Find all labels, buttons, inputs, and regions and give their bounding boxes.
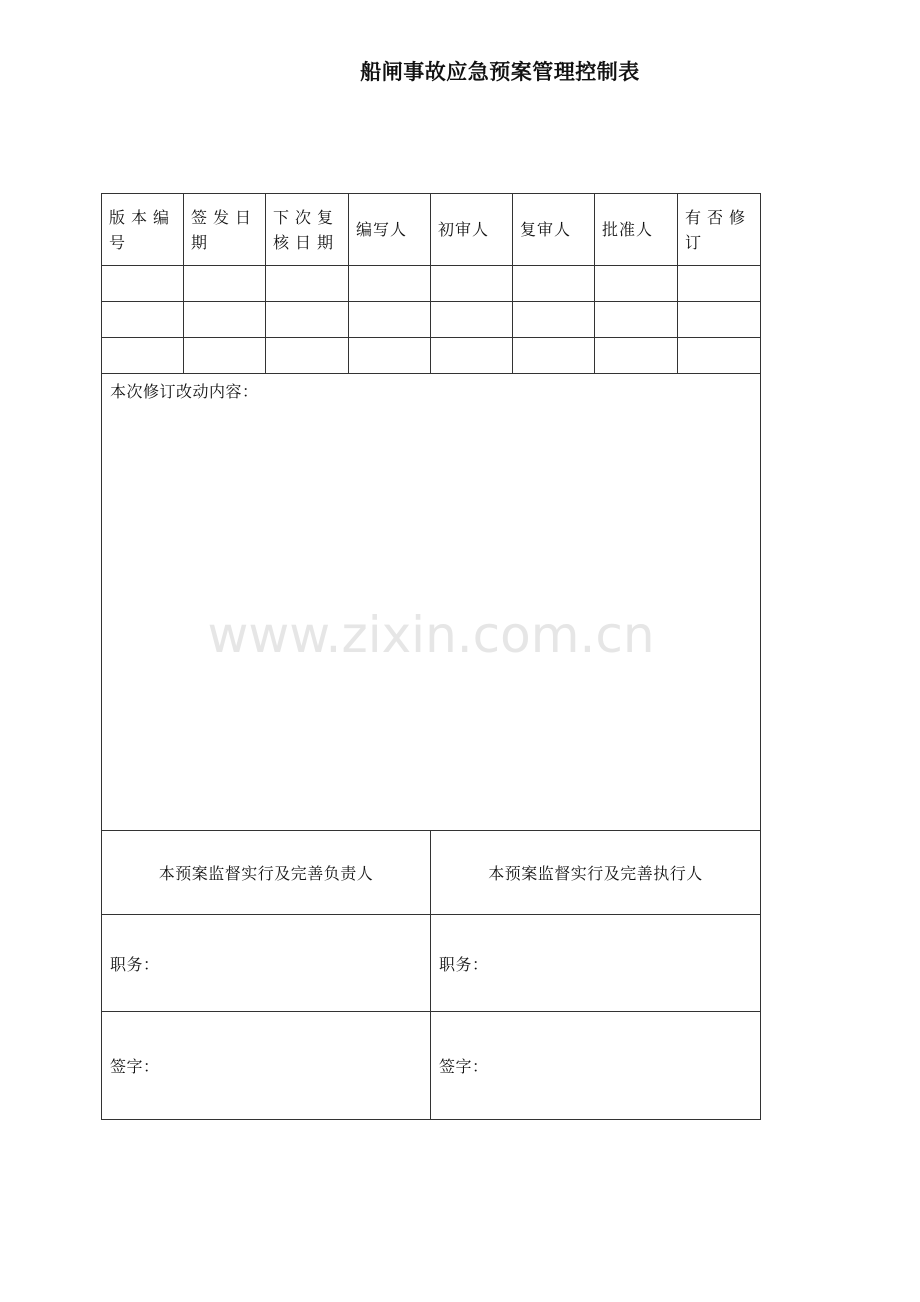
watermark-text: www.zixin.com.cn xyxy=(207,606,655,664)
header-row xyxy=(102,194,761,266)
table-row xyxy=(102,302,761,338)
table-row xyxy=(102,338,761,374)
table-cell[interactable] xyxy=(431,266,513,302)
table-cell[interactable] xyxy=(595,266,678,302)
header-issue-date: 签发日期 xyxy=(184,194,266,266)
table-cell[interactable] xyxy=(595,302,678,338)
revision-content-label: 本次修订改动内容： xyxy=(110,382,259,401)
revision-content-area[interactable] xyxy=(102,374,761,831)
responsible-signature-field[interactable] xyxy=(102,1012,431,1120)
executor-person-label: 本预案监督实行及完善执行人 xyxy=(431,831,761,915)
table-cell[interactable] xyxy=(102,266,184,302)
table-cell[interactable] xyxy=(595,338,678,374)
table-cell[interactable] xyxy=(184,302,266,338)
header-approver: 批准人 xyxy=(595,194,678,266)
table-cell[interactable] xyxy=(349,338,431,374)
table-cell[interactable] xyxy=(102,338,184,374)
executor-duty-field[interactable] xyxy=(431,915,761,1012)
header-version-number: 版本编号 xyxy=(102,194,184,266)
duty-label: 职务： xyxy=(110,954,160,974)
table-cell[interactable] xyxy=(513,338,595,374)
duty-label: 职务： xyxy=(439,954,489,974)
table-cell[interactable] xyxy=(513,266,595,302)
table-cell[interactable] xyxy=(678,338,761,374)
header-first-reviewer: 初审人 xyxy=(431,194,513,266)
executor-signature-field[interactable] xyxy=(431,1012,761,1120)
table-cell[interactable] xyxy=(266,338,349,374)
table-cell[interactable] xyxy=(678,266,761,302)
responsible-duty-field[interactable] xyxy=(102,915,431,1012)
table-cell[interactable] xyxy=(678,302,761,338)
duty-row xyxy=(102,915,761,1012)
table-cell[interactable] xyxy=(431,338,513,374)
table-cell[interactable] xyxy=(184,338,266,374)
signature-label: 签字： xyxy=(110,1057,160,1076)
table-cell[interactable] xyxy=(102,302,184,338)
responsible-person-label: 本预案监督实行及完善负责人 xyxy=(102,831,431,915)
role-row xyxy=(102,831,761,915)
signature-row xyxy=(102,1012,761,1120)
header-second-reviewer: 复审人 xyxy=(513,194,595,266)
table-cell[interactable] xyxy=(266,266,349,302)
table-cell[interactable] xyxy=(184,266,266,302)
header-next-review-date: 下次复核日期 xyxy=(266,194,349,266)
control-table xyxy=(101,193,761,1120)
table-cell[interactable] xyxy=(266,302,349,338)
table-cell[interactable] xyxy=(349,302,431,338)
table-cell[interactable] xyxy=(513,302,595,338)
signature-label: 签字： xyxy=(439,1057,489,1076)
table-cell[interactable] xyxy=(349,266,431,302)
header-revised-flag: 有否修订 xyxy=(678,194,761,266)
header-author: 编写人 xyxy=(349,194,431,266)
document-title: 船闸事故应急预案管理控制表 xyxy=(360,60,640,84)
table-cell[interactable] xyxy=(431,302,513,338)
table-row xyxy=(102,266,761,302)
revision-content-row xyxy=(102,374,761,831)
